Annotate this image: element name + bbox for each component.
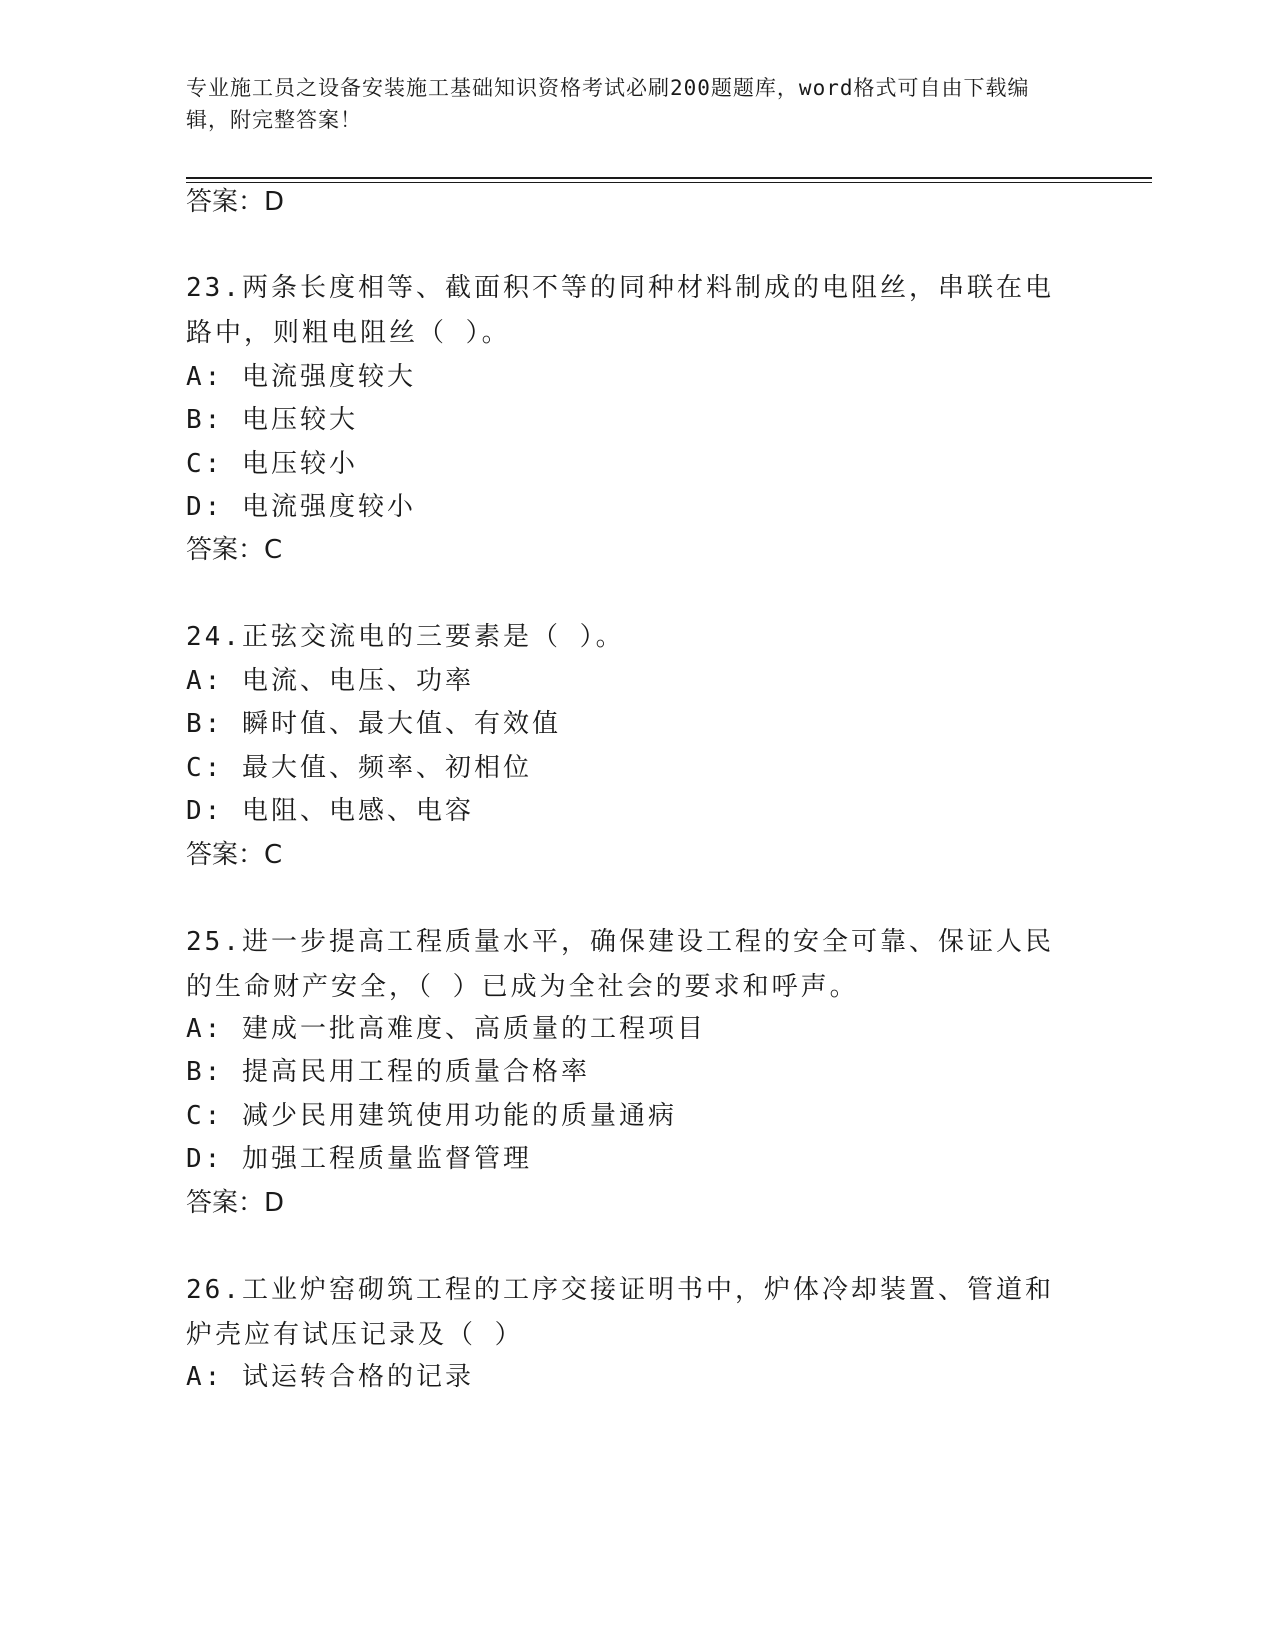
question-23-option-d: D: 电流强度较小	[186, 492, 416, 522]
header-rule-thin	[186, 182, 1152, 183]
question-23-option-a: A: 电流强度较大	[186, 362, 416, 392]
question-25-text: 25.进一步提高工程质量水平，确保建设工程的安全可靠、保证人民的生命财产安全，（ ）已成为全社会的要求和呼声。	[186, 927, 1054, 1002]
question-23-answer: 答案：C	[186, 535, 283, 565]
question-25-option-d: D: 加强工程质量监督管理	[186, 1144, 532, 1174]
question-26-option-a: A: 试运转合格的记录	[186, 1362, 474, 1392]
answer-prev: 答案：D	[186, 187, 285, 217]
document-header: 专业施工员之设备安装施工基础知识资格考试必刷200题题库，word格式可自由下载编辑，附完整答案！	[186, 76, 1030, 132]
question-25-option-a: A: 建成一批高难度、高质量的工程项目	[186, 1014, 706, 1044]
question-23-text: 23.两条长度相等、截面积不等的同种材料制成的电阻丝，串联在电路中，则粗电阻丝（ ）。	[186, 273, 1054, 348]
header-rule-thick	[186, 177, 1152, 179]
question-24-option-a: A: 电流、电压、功率	[186, 666, 474, 696]
question-25-answer: 答案：D	[186, 1188, 285, 1218]
question-26-text: 26.工业炉窑砌筑工程的工序交接证明书中，炉体冷却装置、管道和炉壳应有试压记录及（ ）	[186, 1275, 1054, 1350]
question-25-option-c: C: 减少民用建筑使用功能的质量通病	[186, 1101, 677, 1131]
question-24-answer: 答案：C	[186, 840, 283, 870]
question-24-option-b: B: 瞬时值、最大值、有效值	[186, 709, 561, 739]
question-24-option-d: D: 电阻、电感、电容	[186, 796, 474, 826]
question-23-option-b: B: 电压较大	[186, 405, 358, 435]
question-23-option-c: C: 电压较小	[186, 449, 358, 479]
question-25-option-b: B: 提高民用工程的质量合格率	[186, 1057, 590, 1087]
question-24-option-c: C: 最大值、频率、初相位	[186, 753, 532, 783]
question-24-text: 24.正弦交流电的三要素是（ ）。	[186, 622, 625, 652]
